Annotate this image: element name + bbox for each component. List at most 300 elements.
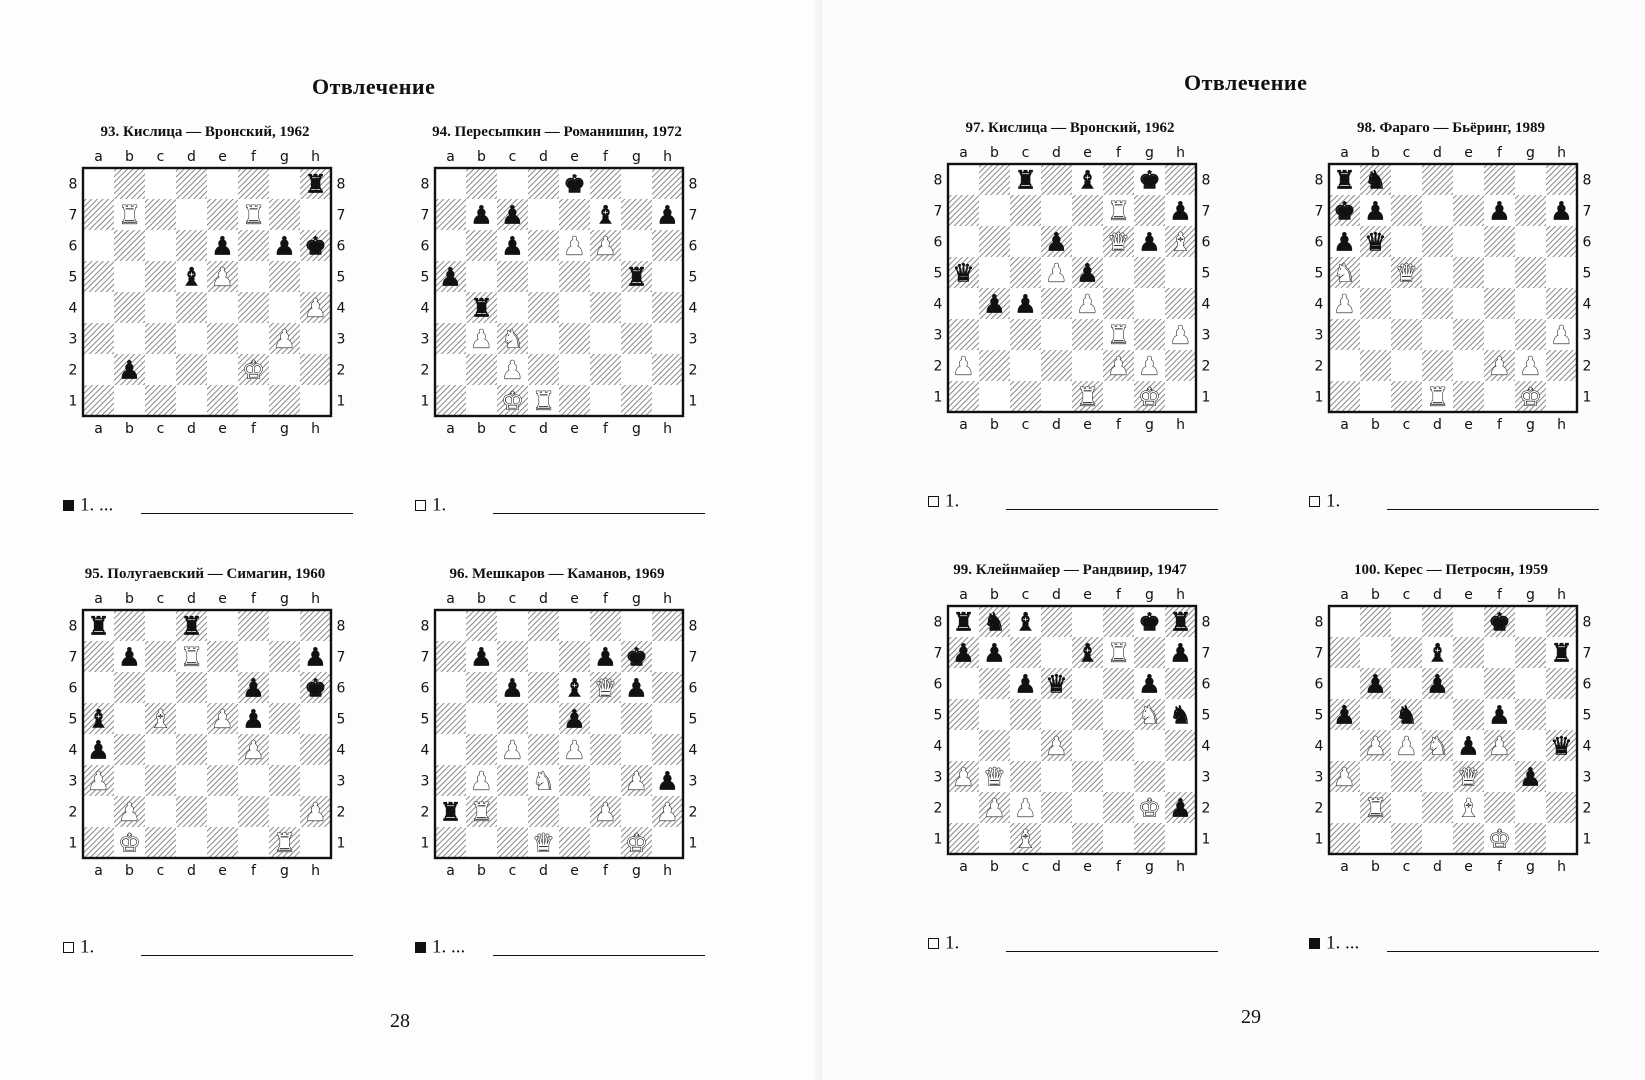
answer-field[interactable] — [928, 490, 1218, 514]
rank-label: 4 — [68, 300, 78, 317]
dark-square — [1546, 164, 1577, 195]
dark-square — [300, 734, 331, 765]
light-square — [1134, 288, 1165, 319]
dark-square — [1165, 350, 1196, 381]
light-square — [621, 168, 652, 199]
white-knight-icon: ♞ — [1138, 700, 1161, 730]
file-label: f — [1116, 587, 1121, 603]
file-label: b — [1371, 145, 1380, 161]
light-square — [466, 385, 497, 416]
rank-label: 3 — [68, 331, 78, 348]
dark-square — [466, 672, 497, 703]
rank-label: 1 — [1582, 831, 1592, 848]
file-label: h — [311, 591, 320, 607]
light-square — [652, 261, 683, 292]
dark-square — [621, 323, 652, 354]
file-label: e — [1464, 145, 1473, 161]
dark-square — [114, 672, 145, 703]
black-queen-icon: ♛ — [1550, 731, 1573, 761]
chessboard — [928, 586, 1216, 874]
black-pawn-icon: ♟ — [211, 231, 234, 261]
rank-label: 3 — [688, 773, 698, 790]
light-square — [1546, 761, 1577, 792]
white-pawn-icon: ♟ — [1395, 731, 1418, 761]
dark-square — [979, 350, 1010, 381]
black-rook-icon: ♜ — [1014, 165, 1037, 195]
file-label: d — [1052, 859, 1061, 874]
light-square — [1072, 792, 1103, 823]
file-label: f — [603, 591, 608, 607]
light-square — [1515, 606, 1546, 637]
dark-square — [207, 385, 238, 416]
dark-square — [269, 199, 300, 230]
black-pawn-icon: ♟ — [1333, 700, 1356, 730]
dark-square — [652, 230, 683, 261]
black-pawn-icon: ♟ — [439, 262, 462, 292]
light-square — [83, 354, 114, 385]
dark-square — [652, 610, 683, 641]
white-pawn-icon: ♟ — [470, 324, 493, 354]
rank-label: 8 — [68, 176, 78, 193]
light-square — [300, 827, 331, 858]
dark-square — [497, 703, 528, 734]
black-bishop-icon: ♝ — [180, 262, 203, 292]
dark-square — [238, 610, 269, 641]
puzzle-97 — [920, 120, 1220, 520]
file-label: h — [1557, 417, 1566, 432]
white-pawn-icon: ♟ — [563, 735, 586, 765]
white-king-icon: ♚ — [1138, 793, 1161, 823]
file-label: a — [959, 417, 968, 432]
rank-label: 5 — [336, 711, 346, 728]
light-square — [948, 288, 979, 319]
file-label: d — [539, 149, 548, 165]
light-square — [269, 672, 300, 703]
light-square — [176, 385, 207, 416]
rank-label: 1 — [1201, 831, 1211, 848]
black-pawn-icon: ♟ — [1550, 196, 1573, 226]
rank-label: 2 — [933, 800, 943, 817]
file-label: b — [125, 421, 134, 436]
light-square — [145, 734, 176, 765]
answer-field[interactable] — [928, 932, 1218, 956]
file-label: b — [477, 149, 486, 165]
dark-square — [1515, 699, 1546, 730]
file-label: g — [280, 863, 289, 878]
puzzle-title: 99. Клейнмайер — Рандвиир, 1947 — [953, 562, 1187, 578]
light-square — [1453, 164, 1484, 195]
light-square — [1103, 761, 1134, 792]
black-pawn-icon: ♟ — [242, 673, 265, 703]
light-square — [1165, 761, 1196, 792]
white-queen-icon: ♛ — [594, 673, 617, 703]
light-square — [1422, 195, 1453, 226]
dark-square — [207, 323, 238, 354]
light-square — [83, 672, 114, 703]
puzzle-title: 93. Кислица — Вронский, 1962 — [100, 124, 310, 140]
light-square — [300, 385, 331, 416]
white-queen-icon: ♛ — [1457, 762, 1480, 792]
file-label: g — [632, 149, 641, 165]
black-knight-icon: ♞ — [983, 607, 1006, 637]
dark-square — [145, 765, 176, 796]
light-square — [1329, 792, 1360, 823]
file-label: c — [1021, 587, 1030, 603]
file-label: f — [603, 149, 608, 165]
rank-label: 6 — [68, 238, 78, 255]
file-label: d — [1433, 587, 1442, 603]
file-label: d — [1433, 859, 1442, 874]
light-square — [176, 199, 207, 230]
chessboard — [1309, 586, 1597, 874]
answer-move-number: 1. — [432, 494, 447, 516]
dark-square — [1103, 606, 1134, 637]
file-label: e — [1083, 587, 1092, 603]
rank-label: 7 — [1582, 645, 1592, 662]
light-square — [435, 354, 466, 385]
dark-square — [1072, 823, 1103, 854]
black-pawn-icon: ♟ — [983, 638, 1006, 668]
dark-square — [1072, 195, 1103, 226]
dark-square — [435, 827, 466, 858]
black-pawn-icon: ♟ — [501, 200, 524, 230]
answer-line[interactable] — [1006, 509, 1218, 510]
file-label: d — [187, 591, 196, 607]
dark-square — [652, 292, 683, 323]
light-square — [300, 323, 331, 354]
light-square — [1391, 164, 1422, 195]
file-label: f — [251, 591, 256, 607]
white-pawn-icon: ♟ — [211, 704, 234, 734]
dark-square — [176, 230, 207, 261]
light-square — [948, 730, 979, 761]
black-pawn-icon: ♟ — [1169, 638, 1192, 668]
dark-square — [948, 381, 979, 412]
rank-label: 6 — [1582, 234, 1592, 251]
white-knight-icon: ♞ — [1333, 258, 1356, 288]
black-pawn-icon: ♟ — [1169, 793, 1192, 823]
answer-move-number: 1. ... — [80, 494, 114, 516]
answer-line[interactable] — [493, 955, 705, 956]
black-pawn-icon: ♟ — [1426, 669, 1449, 699]
answer-field[interactable] — [415, 936, 705, 960]
answer-line[interactable] — [141, 513, 353, 514]
light-square — [1422, 319, 1453, 350]
dark-square — [145, 199, 176, 230]
file-label: d — [539, 863, 548, 878]
light-square — [1546, 699, 1577, 730]
dark-square — [1072, 699, 1103, 730]
light-square — [176, 323, 207, 354]
light-square — [1546, 381, 1577, 412]
dark-square — [1165, 668, 1196, 699]
black-pawn-icon: ♟ — [1519, 762, 1542, 792]
dark-square — [1515, 823, 1546, 854]
dark-square — [652, 734, 683, 765]
light-square — [979, 257, 1010, 288]
white-pawn-icon: ♟ — [1333, 289, 1356, 319]
file-label: a — [1340, 417, 1349, 432]
file-label: b — [1371, 417, 1380, 432]
light-square — [114, 323, 145, 354]
rank-label: 1 — [420, 393, 430, 410]
file-label: a — [94, 149, 103, 165]
file-label: d — [539, 421, 548, 436]
black-pawn-icon: ♟ — [1014, 669, 1037, 699]
dark-square — [435, 703, 466, 734]
file-label: b — [990, 417, 999, 432]
dark-square — [528, 354, 559, 385]
dark-square — [176, 292, 207, 323]
rank-label: 5 — [688, 269, 698, 286]
white-rook-icon: ♜ — [470, 797, 493, 827]
rank-label: 8 — [1201, 172, 1211, 189]
light-square — [114, 765, 145, 796]
light-square — [83, 168, 114, 199]
file-label: h — [1557, 145, 1566, 161]
rank-label: 6 — [1201, 676, 1211, 693]
light-square — [1041, 761, 1072, 792]
file-label: e — [218, 591, 227, 607]
file-label: a — [1340, 587, 1349, 603]
answer-field[interactable] — [415, 494, 705, 518]
rank-label: 7 — [68, 207, 78, 224]
file-label: e — [218, 149, 227, 165]
white-pawn-icon: ♟ — [594, 797, 617, 827]
answer-line[interactable] — [141, 955, 353, 956]
white-pawn-icon: ♟ — [1550, 320, 1573, 350]
rank-label: 3 — [420, 773, 430, 790]
rank-label: 2 — [688, 362, 698, 379]
rank-label: 8 — [1314, 172, 1324, 189]
light-square — [559, 796, 590, 827]
answer-field[interactable] — [63, 494, 353, 518]
dark-square — [1103, 164, 1134, 195]
dark-square — [559, 765, 590, 796]
black-pawn-icon: ♟ — [983, 289, 1006, 319]
answer-line[interactable] — [1387, 509, 1599, 510]
dark-square — [1484, 226, 1515, 257]
dark-square — [207, 641, 238, 672]
light-square — [497, 796, 528, 827]
white-rook-icon: ♜ — [1076, 382, 1099, 412]
light-square — [1072, 668, 1103, 699]
white-knight-icon: ♞ — [532, 766, 555, 796]
dark-square — [528, 672, 559, 703]
dark-square — [1546, 792, 1577, 823]
chess-diagram — [415, 590, 699, 890]
white-pawn-icon: ♟ — [501, 355, 524, 385]
file-label: f — [1497, 417, 1502, 432]
light-square — [979, 381, 1010, 412]
dark-square — [1360, 350, 1391, 381]
dark-square — [300, 354, 331, 385]
file-label: f — [251, 421, 256, 436]
chessboard — [1309, 144, 1597, 432]
file-label: f — [1116, 859, 1121, 874]
file-label: h — [311, 863, 320, 878]
light-square — [269, 292, 300, 323]
white-knight-icon: ♞ — [501, 324, 524, 354]
white-pawn-icon: ♟ — [1014, 793, 1037, 823]
answer-line[interactable] — [493, 513, 705, 514]
black-pawn-icon: ♟ — [656, 200, 679, 230]
rank-label: 4 — [336, 742, 346, 759]
rank-label: 6 — [1314, 676, 1324, 693]
dark-square — [1546, 226, 1577, 257]
light-square — [1484, 637, 1515, 668]
light-square — [176, 703, 207, 734]
light-square — [1515, 792, 1546, 823]
light-square — [1422, 823, 1453, 854]
dark-square — [1072, 319, 1103, 350]
light-square — [1329, 730, 1360, 761]
light-square — [652, 641, 683, 672]
answer-field[interactable] — [63, 936, 353, 960]
file-label: c — [1021, 859, 1030, 874]
light-square — [114, 261, 145, 292]
light-square — [145, 354, 176, 385]
light-square — [1165, 823, 1196, 854]
file-label: d — [187, 421, 196, 436]
file-label: f — [1497, 587, 1502, 603]
white-pawn-icon: ♟ — [273, 324, 296, 354]
file-label: a — [959, 587, 968, 603]
answer-line[interactable] — [1387, 951, 1599, 952]
file-label: c — [156, 863, 165, 878]
light-square — [1134, 730, 1165, 761]
light-square — [1041, 823, 1072, 854]
rank-label: 7 — [420, 207, 430, 224]
white-pawn-icon: ♟ — [501, 735, 524, 765]
light-square — [1072, 606, 1103, 637]
dark-square — [238, 292, 269, 323]
dark-square — [590, 292, 621, 323]
rank-label: 3 — [1201, 327, 1211, 344]
file-label: c — [1402, 587, 1411, 603]
light-square — [435, 610, 466, 641]
file-label: c — [156, 591, 165, 607]
rank-label: 5 — [420, 269, 430, 286]
light-square — [435, 168, 466, 199]
rank-label: 5 — [420, 711, 430, 728]
answer-move-number: 1. — [1326, 490, 1341, 512]
rank-label: 5 — [1201, 265, 1211, 282]
rank-label: 8 — [68, 618, 78, 635]
light-square — [621, 292, 652, 323]
rank-label: 8 — [420, 176, 430, 193]
answer-field[interactable] — [1309, 490, 1599, 514]
dark-square — [1360, 288, 1391, 319]
light-square — [300, 765, 331, 796]
light-square — [83, 292, 114, 323]
black-pawn-icon: ♟ — [470, 642, 493, 672]
white-rook-icon: ♜ — [242, 200, 265, 230]
light-square — [300, 703, 331, 734]
light-square — [1072, 350, 1103, 381]
rank-label: 6 — [420, 238, 430, 255]
rank-label: 1 — [336, 835, 346, 852]
light-square — [145, 292, 176, 323]
rank-label: 7 — [336, 649, 346, 666]
light-square — [145, 230, 176, 261]
rank-label: 4 — [336, 300, 346, 317]
dark-square — [1134, 823, 1165, 854]
dark-square — [207, 827, 238, 858]
rank-label: 5 — [933, 707, 943, 724]
puzzle-title: 98. Фараго — Бьёринг, 1989 — [1357, 120, 1545, 136]
light-square — [1360, 257, 1391, 288]
file-label: b — [1371, 859, 1380, 874]
dark-square — [114, 610, 145, 641]
white-pawn-icon: ♟ — [242, 735, 265, 765]
rank-label: 6 — [420, 680, 430, 697]
dark-square — [466, 610, 497, 641]
dark-square — [559, 199, 590, 230]
file-label: a — [959, 145, 968, 161]
light-square — [1422, 699, 1453, 730]
dark-square — [979, 164, 1010, 195]
rank-label: 5 — [68, 711, 78, 728]
white-queen-icon: ♛ — [1395, 258, 1418, 288]
light-square — [1010, 350, 1041, 381]
black-pawn-icon: ♟ — [1138, 227, 1161, 257]
light-square — [1041, 699, 1072, 730]
black-knight-icon: ♞ — [1395, 700, 1418, 730]
light-square — [145, 168, 176, 199]
white-queen-icon: ♛ — [532, 828, 555, 858]
file-label: g — [1526, 145, 1535, 161]
light-square — [1484, 761, 1515, 792]
rank-label: 5 — [68, 269, 78, 286]
dark-square — [114, 168, 145, 199]
light-square — [1484, 257, 1515, 288]
light-square — [1453, 350, 1484, 381]
rank-label: 2 — [1201, 358, 1211, 375]
light-square — [300, 261, 331, 292]
file-label: d — [1052, 417, 1061, 432]
rank-label: 4 — [1201, 738, 1211, 755]
rank-label: 2 — [933, 358, 943, 375]
side-to-move-marker — [63, 500, 74, 511]
black-queen-icon: ♛ — [952, 258, 975, 288]
dark-square — [145, 323, 176, 354]
rank-label: 7 — [1314, 645, 1324, 662]
dark-square — [1515, 319, 1546, 350]
light-square — [466, 703, 497, 734]
white-pawn-icon: ♟ — [87, 766, 110, 796]
rank-label: 7 — [1582, 203, 1592, 220]
light-square — [1041, 319, 1072, 350]
white-pawn-icon: ♟ — [594, 231, 617, 261]
black-rook-icon: ♜ — [625, 262, 648, 292]
answer-field[interactable] — [1309, 932, 1599, 956]
dark-square — [497, 641, 528, 672]
light-square — [621, 734, 652, 765]
answer-line[interactable] — [1006, 951, 1218, 952]
rank-label: 4 — [688, 300, 698, 317]
dark-square — [528, 610, 559, 641]
white-pawn-icon: ♟ — [1107, 351, 1130, 381]
light-square — [238, 323, 269, 354]
light-square — [528, 703, 559, 734]
dark-square — [1391, 823, 1422, 854]
light-square — [590, 765, 621, 796]
dark-square — [590, 610, 621, 641]
rank-label: 4 — [1582, 296, 1592, 313]
light-square — [269, 354, 300, 385]
dark-square — [590, 734, 621, 765]
